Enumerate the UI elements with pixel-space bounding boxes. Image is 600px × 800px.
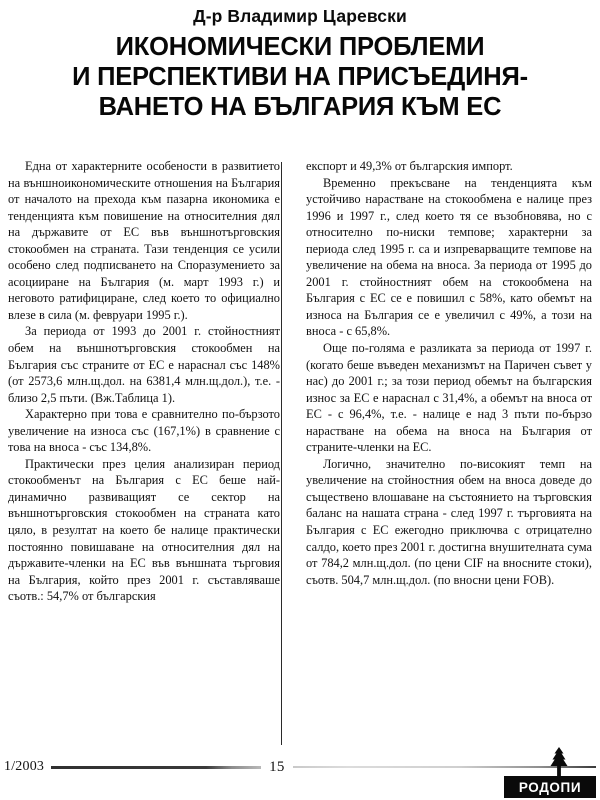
paragraph: Още по-голяма е разликата за периода от 1997 г. (когато беше въведен механизмът на Паричен съвет у нас) до 2001 г.; за този период обемът на българския износ за ЕС е нараснал с 31,4%, а обемът на вноса от ЕС - с 96,4%, т.е. - налице е над 3 пъти по-бързо нарастване на обема на вноса на България от страните-членки на ЕС. bbox=[306, 341, 592, 455]
issue-label: 1/2003 bbox=[4, 759, 45, 774]
page-title bbox=[0, 32, 600, 122]
page-number: 15 bbox=[269, 758, 285, 775]
paragraph: Една от характерните особености в развитието на външноикономическите отношения на България от началото на прехода към пазарна икономика е тенденцията към повишение на относителния дял на държавите от ЕС във външнотърговския стокообмен на страната. Тази тенденция се усили особено след подписването на Споразумението за асоцииране на България (м. март 1993 г.) и неговото ратифициране, след което то официално влезе в сила (м. февруари 1995 г.). bbox=[8, 159, 280, 322]
right-column bbox=[306, 158, 592, 588]
paragraph: Временно прекъсване на тенденцията към устойчиво нарастване на стокообмена е налице през 1996 и 1997 г., след което тя се възобновява, но с относително по-ниски темпове; характерни за периода след 1995 г. са и изпреварващите темпове на увеличение на обема на вноса. За периода от 1995 до 2001 г. стойностният обем на стокообмена на България с ЕС се е повишил с 58%, като обемът на износа на България се е увеличил с 49%, а този на вноса - с 65,8%. bbox=[306, 175, 592, 339]
headline-line-1: ИКОНОМИЧЕСКИ ПРОБЛЕМИ bbox=[115, 33, 485, 61]
article-body bbox=[0, 158, 600, 750]
fir-tree-icon bbox=[544, 746, 574, 776]
paragraph: Характерно при това е сравнително по-бързото увеличение на износа със (167,1%) в сравнение с това на вноса - със 134,8%. bbox=[8, 407, 280, 455]
left-column bbox=[8, 158, 280, 605]
paragraph: експорт и 49,3% от българския импорт. bbox=[306, 159, 513, 173]
page-footer bbox=[0, 744, 600, 800]
publisher-logo bbox=[504, 748, 596, 798]
paragraph: Логично, значително по-високият темп на увеличение на стойностния обем на вноса доведе до съществено влошаване на състоянието на търговския баланс на нашата страна - след 1997 г. търговията на България с ЕС ежегодно приключва с отрицателно салдо, което през 2001 г. достигна внушителната сума от 784,2 млн.щ.дол. (по цени CIF на вносните стоки), съотв. 504,7 млн.щ.дол. (по вносни цени FOB). bbox=[306, 456, 592, 587]
paragraph: Практически през целия анализиран период стокообменът на България с ЕС беше най-динамично развиващият се сектор на външнотърговския стокообмен на страната като цяло, в резултат на което бе налице практически постоянно повишаване на относителния дял на държавите-членки на ЕС във външната търговия на България, който през 2001 г. съставляваше съотв.: 54,7% от българския bbox=[8, 456, 280, 604]
author-byline: Д-р Владимир Царевски bbox=[193, 6, 407, 26]
paragraph: За периода от 1993 до 2001 г. стойностният обем на външнотърговския стокообмен на България със страните от ЕС е нараснал със 148% (от 2573,6 млн.щ.дол. на 6381,4 млн.щ.дол.), т.е. - близо 2,5 пъти. (Вж.Таблица 1). bbox=[8, 324, 280, 405]
publisher-name: РОДОПИ bbox=[518, 779, 582, 795]
masthead bbox=[0, 6, 600, 122]
headline-line-3: ВАНЕТО НА БЪЛГАРИЯ КЪМ ЕС bbox=[98, 93, 502, 121]
publisher-name-box bbox=[504, 776, 596, 798]
headline-line-2: И ПЕРСПЕКТИВИ НА ПРИСЪЕДИНЯ- bbox=[72, 63, 528, 91]
footer-rule-thick bbox=[51, 766, 261, 769]
